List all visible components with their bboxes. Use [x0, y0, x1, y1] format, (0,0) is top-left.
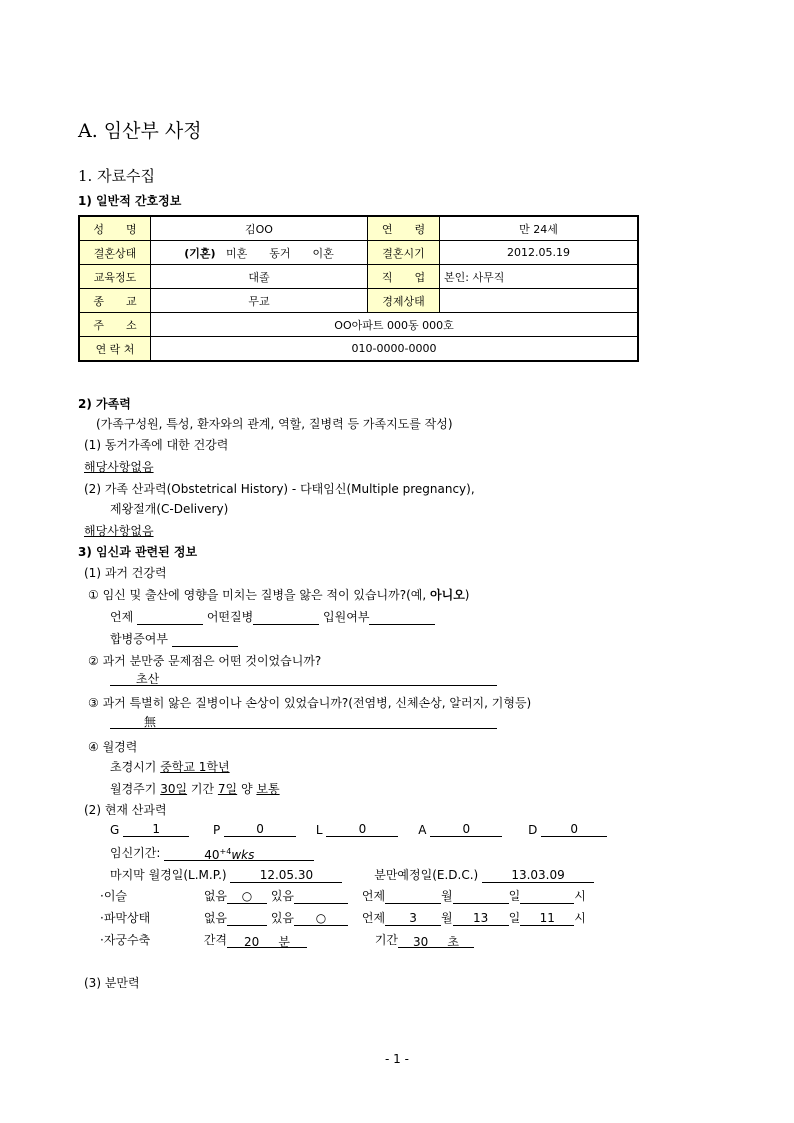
menarche-row	[110, 758, 230, 775]
sub-title: 1. 자료수집	[78, 167, 156, 185]
gpal-a-value: 0	[430, 822, 502, 837]
age-label: 연 령	[368, 216, 440, 241]
rupture-month-unit: 월	[441, 911, 453, 925]
period-label: 기간	[190, 782, 215, 796]
gpal-row	[110, 822, 607, 837]
amount-value: 보통	[256, 782, 280, 796]
rupture-have-label: 있음	[270, 911, 295, 925]
table-row	[79, 313, 638, 337]
duration-value: 30	[413, 935, 429, 949]
q1-detail-row	[110, 608, 435, 625]
past-health-heading: (1) 과거 건강력	[84, 566, 167, 580]
gpal-l-value: 0	[326, 822, 398, 837]
show-day-unit: 일	[508, 889, 521, 903]
show-row	[100, 887, 586, 904]
edc-value: 13.03.09	[482, 868, 594, 883]
q1-comp-blank	[172, 632, 238, 647]
show-month-blank	[385, 889, 441, 904]
q2-answer-line	[110, 685, 497, 686]
general-info-heading: 1) 일반적 간호정보	[78, 194, 182, 208]
gestation-unit: wks	[231, 848, 255, 862]
family-history-note: (가족구성원, 특성, 환자와의 관계, 역할, 질병력 등 가족지도를 작성)	[96, 417, 453, 431]
menarche-label: 초경시기	[110, 760, 157, 774]
show-month-unit: 월	[441, 889, 453, 903]
q1-text: 임신 및 출산에 영향을 미치는 질병을 앓은 적이 있습니까?(예,	[102, 588, 427, 602]
q1-hosp-blank	[369, 610, 435, 625]
question-1	[88, 586, 469, 603]
table-row	[79, 241, 638, 265]
duration-label: 기간	[374, 933, 399, 947]
education-value: 대졸	[151, 265, 368, 289]
gestation-row	[110, 844, 314, 861]
interval-value-box	[227, 933, 307, 948]
q3-answer-line	[110, 728, 497, 729]
lmp-value: 12.05.30	[230, 868, 342, 883]
family-a1: 해당사항없음	[84, 460, 154, 474]
name-value: 김OO	[151, 216, 368, 241]
q2-text: 과거 분만중 문제점은 어떤 것이었습니까?	[102, 654, 322, 668]
period-value: 7일	[217, 782, 238, 796]
rupture-when-label: 언제	[361, 911, 386, 925]
q1-comp-row	[110, 630, 238, 647]
q3-text: 과거 특별히 앓은 질병이나 손상이 있었습니까?(전염병, 신체손상, 알러지, 기형등)	[102, 696, 532, 710]
question-3	[88, 694, 531, 711]
marriage-date-label: 결혼시기	[368, 241, 440, 265]
q2-number: ②	[88, 654, 99, 668]
edc-label: 분만예정일(E.D.C.)	[374, 868, 479, 882]
gpal-d-label: D	[528, 823, 538, 837]
gpal-l-label: L	[315, 823, 323, 837]
rupture-have-mark: ○	[294, 911, 348, 926]
religion-label: 종 교	[79, 289, 151, 313]
q3-answer: 無	[144, 715, 157, 729]
marital-selected: (기혼)	[184, 246, 216, 260]
address-value: OO아파트 000동 000호	[151, 313, 639, 337]
q3-number: ③	[88, 696, 99, 710]
education-label: 교육정도	[79, 265, 151, 289]
q1-hosp-label: 입원여부	[323, 610, 370, 624]
rupture-hour: 11	[520, 911, 574, 926]
rupture-none-blank	[227, 911, 267, 926]
rupture-row	[100, 909, 586, 926]
occupation-value: 본인: 사무직	[440, 265, 639, 289]
marriage-date-value: 2012.05.19	[440, 241, 639, 265]
cycle-row	[110, 780, 280, 797]
gpal-p-label: P	[212, 823, 221, 837]
question-4	[88, 738, 137, 755]
show-label: ·이슬	[100, 889, 127, 903]
general-info-table	[78, 215, 639, 362]
gestation-label: 임신기간:	[110, 846, 161, 860]
table-row	[79, 265, 638, 289]
q4-number: ④	[88, 740, 99, 754]
rupture-day-unit: 일	[508, 911, 521, 925]
show-when-label: 언제	[361, 889, 386, 903]
lmp-edc-row	[110, 866, 594, 883]
delivery-history-heading: (3) 분만력	[84, 976, 140, 990]
q1-which-blank	[253, 610, 319, 625]
q1-comp-label: 합병증여부	[110, 632, 168, 646]
contact-label: 연 락 처	[79, 337, 151, 362]
q1-which-label: 어떤질병	[206, 610, 254, 624]
occupation-label: 직 업	[368, 265, 440, 289]
table-row	[79, 289, 638, 313]
gpal-d-value: 0	[541, 822, 607, 837]
gpal-a-label: A	[418, 823, 427, 837]
rupture-label: ·파막상태	[100, 911, 151, 925]
show-none-mark: ○	[227, 889, 267, 904]
cycle-label: 월경주기	[110, 782, 157, 796]
q2-answer: 초산	[136, 672, 160, 686]
q1-close: )	[464, 588, 470, 602]
show-none-label: 없음	[203, 889, 228, 903]
current-obstetric-heading: (2) 현재 산과력	[84, 803, 167, 817]
q1-answer: 아니오	[430, 588, 465, 602]
marital-value	[151, 241, 368, 265]
amount-label: 양	[240, 782, 253, 796]
duration-value-box	[398, 933, 474, 948]
rupture-hour-unit: 시	[574, 911, 586, 925]
table-row	[79, 337, 638, 362]
name-label: 성 명	[79, 216, 151, 241]
religion-value: 무교	[151, 289, 368, 313]
menarche-value: 중학교 1학년	[160, 760, 230, 774]
pregnancy-info-heading: 3) 임신과 관련된 정보	[78, 545, 198, 559]
family-q2: (2) 가족 산과력(Obstetrical History) - 다태임신(Multiple pregnancy),	[84, 482, 475, 496]
show-hour-blank	[520, 889, 574, 904]
gpal-g-value: 1	[123, 822, 189, 837]
section-title: A. 임산부 사정	[78, 120, 202, 142]
family-history-heading: 2) 가족력	[78, 397, 131, 411]
economic-value	[440, 289, 639, 313]
rupture-day: 13	[453, 911, 509, 926]
contraction-row	[100, 931, 474, 948]
address-label: 주 소	[79, 313, 151, 337]
show-day-blank	[453, 889, 509, 904]
family-q2-cont: 제왕절개(C-Delivery)	[110, 502, 229, 516]
family-q1: (1) 동거가족에 대한 건강력	[84, 438, 229, 452]
q1-when-label: 언제	[110, 610, 134, 624]
q1-number: ①	[88, 588, 99, 602]
gestation-days: +4	[219, 847, 232, 856]
show-hour-unit: 시	[574, 889, 586, 903]
q1-when-blank	[137, 610, 203, 625]
page-number: - 1 -	[385, 1052, 409, 1066]
interval-value: 20	[244, 935, 260, 949]
gestation-weeks: 40	[204, 848, 220, 862]
gestation-value-box	[164, 847, 314, 861]
rupture-none-label: 없음	[203, 911, 228, 925]
interval-unit: 분	[278, 935, 290, 949]
age-value: 만 24세	[440, 216, 639, 241]
family-a2: 해당사항없음	[84, 524, 154, 538]
economic-label: 경제상태	[368, 289, 440, 313]
show-have-blank	[294, 889, 348, 904]
interval-label: 간격	[203, 933, 228, 947]
question-2	[88, 652, 321, 669]
table-row	[79, 216, 638, 241]
marital-options: 미혼 동거 이혼	[226, 246, 334, 260]
contact-value: 010-0000-0000	[151, 337, 639, 362]
rupture-month: 3	[385, 911, 441, 926]
lmp-label: 마지막 월경일(L.M.P.)	[110, 868, 227, 882]
cycle-value: 30일	[160, 782, 188, 796]
q4-text: 월경력	[102, 740, 138, 754]
duration-unit: 초	[447, 935, 459, 949]
show-have-label: 있음	[270, 889, 295, 903]
marital-label: 결혼상태	[79, 241, 151, 265]
gpal-g-label: G	[110, 823, 120, 837]
gpal-p-value: 0	[224, 822, 296, 837]
contraction-label: ·자궁수축	[100, 933, 151, 947]
